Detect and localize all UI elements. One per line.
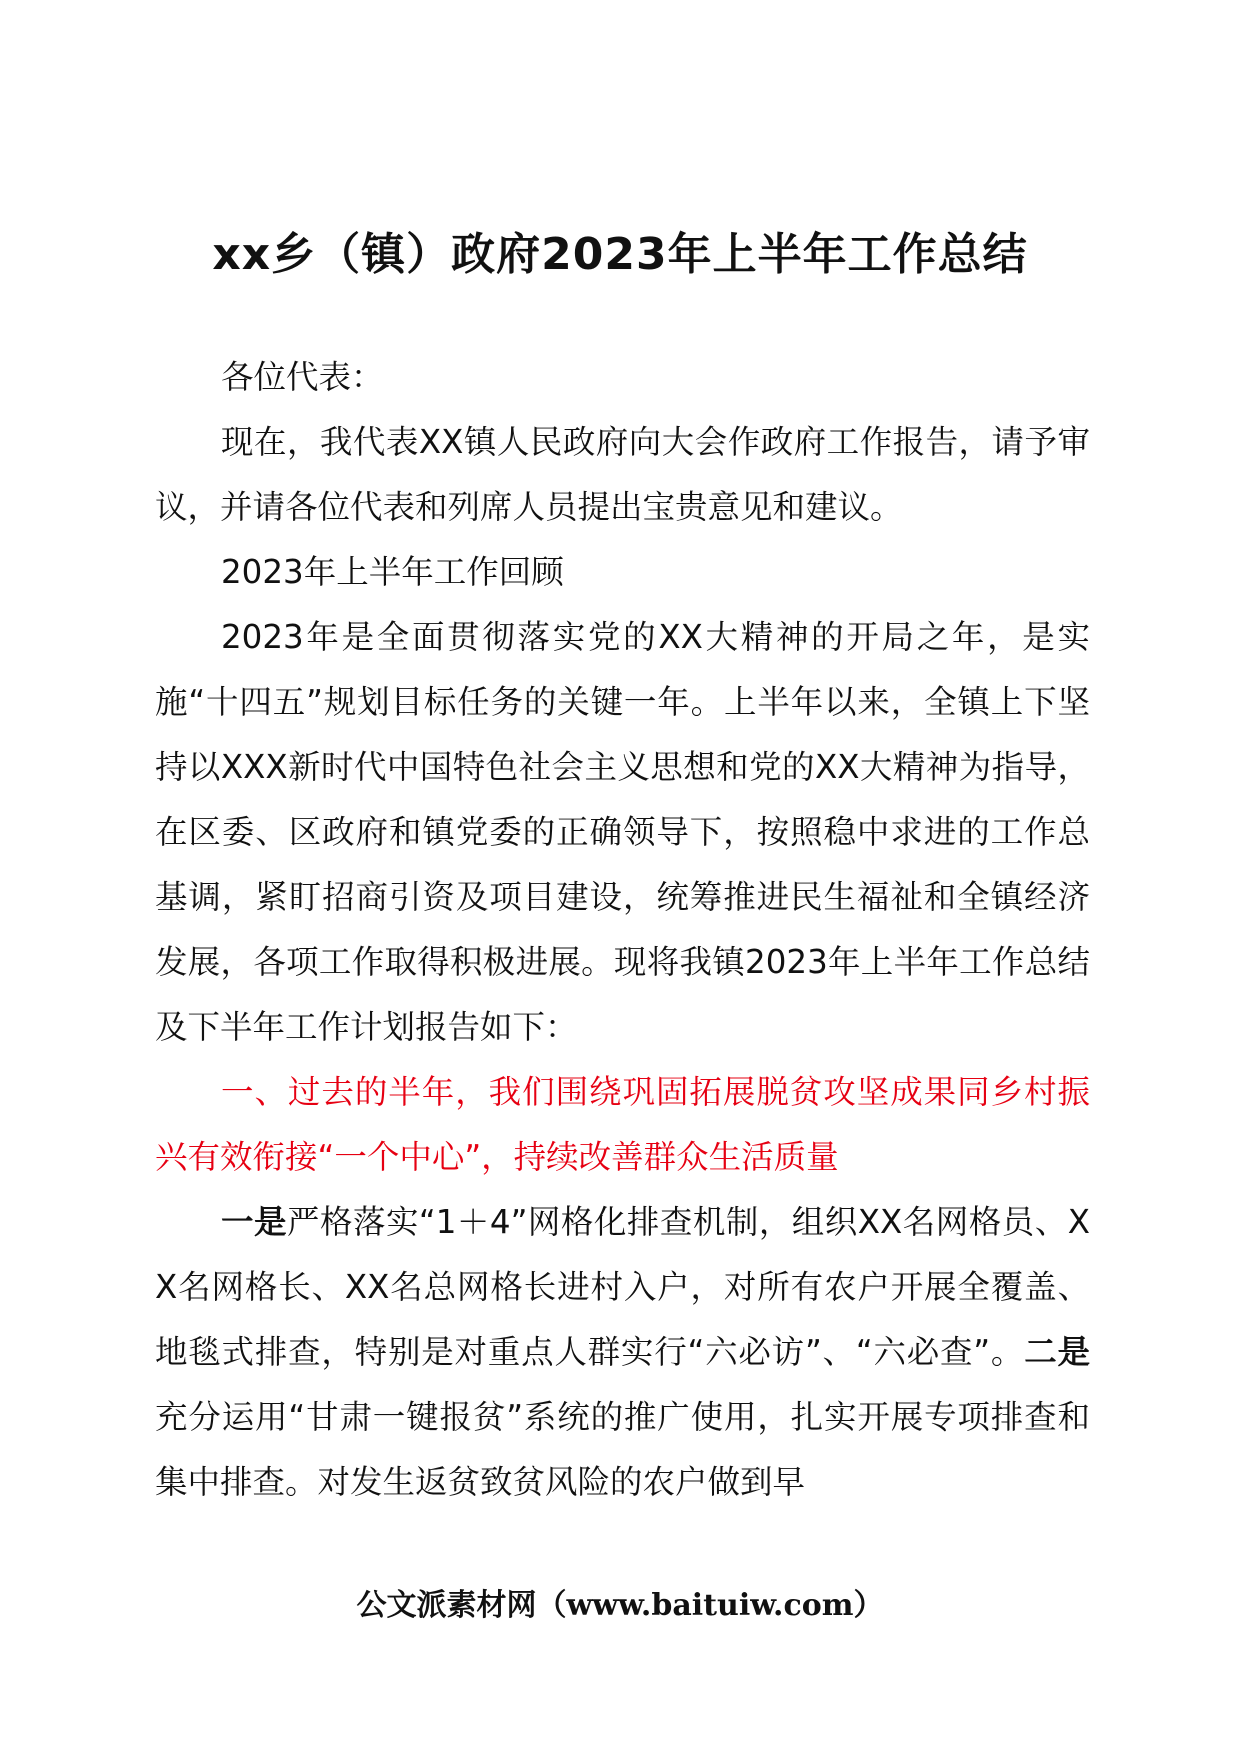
salutation: 各位代表： xyxy=(221,358,384,396)
measure-first-text: 严格落实“1＋4”网格化排查机制，组织XX名网格员、XX名网格长、XX名总网格长进村入户，对所有农户开展全覆盖、地毯式排查，特别是对重点人群实行“六必访”、“六必查”。 xyxy=(155,1203,1090,1371)
lead-first: 一是 xyxy=(221,1203,287,1241)
section-title: 2023年上半年工作回顾 xyxy=(221,553,564,591)
heading-one: 一、过去的半年，我们围绕巩固拓展脱贫攻坚成果同乡村振兴有效衔接“一个中心”，持续改善群众生活质量 xyxy=(155,1073,1090,1176)
paragraph-review: 2023年是全面贯彻落实党的XX大精神的开局之年，是实施“十四五”规划目标任务的关键一年。上半年以来，全镇上下坚持以XXX新时代中国特色社会主义思想和党的XX大精神为指导，在区委、区政府和镇党委的正确领导下，按照稳中求进的工作总基调，紧盯招商引资及项目建设，统筹推进民生福祉和全镇经济发展，各项工作取得积极进展。现将我镇2023年上半年工作总结及下半年工作计划报告如下： xyxy=(155,618,1090,1046)
footer-source: 公文派素材网（www.baituiw.com） xyxy=(356,1588,884,1623)
measure-second-text: 充分运用“甘肃一键报贫”系统的推广使用，扎实开展专项排查和集中排查。对发生返贫致贫风险的农户做到早 xyxy=(155,1398,1090,1501)
paragraph-measures xyxy=(155,1190,1090,1515)
paragraph-intro: 现在，我代表XX镇人民政府向大会作政府工作报告，请予审议，并请各位代表和列席人员提出宝贵意见和建议。 xyxy=(155,423,1090,526)
lead-second: 二是 xyxy=(1024,1333,1090,1371)
document-body xyxy=(155,345,1090,1515)
document-title: xx乡（镇）政府2023年上半年工作总结 xyxy=(212,229,1028,280)
